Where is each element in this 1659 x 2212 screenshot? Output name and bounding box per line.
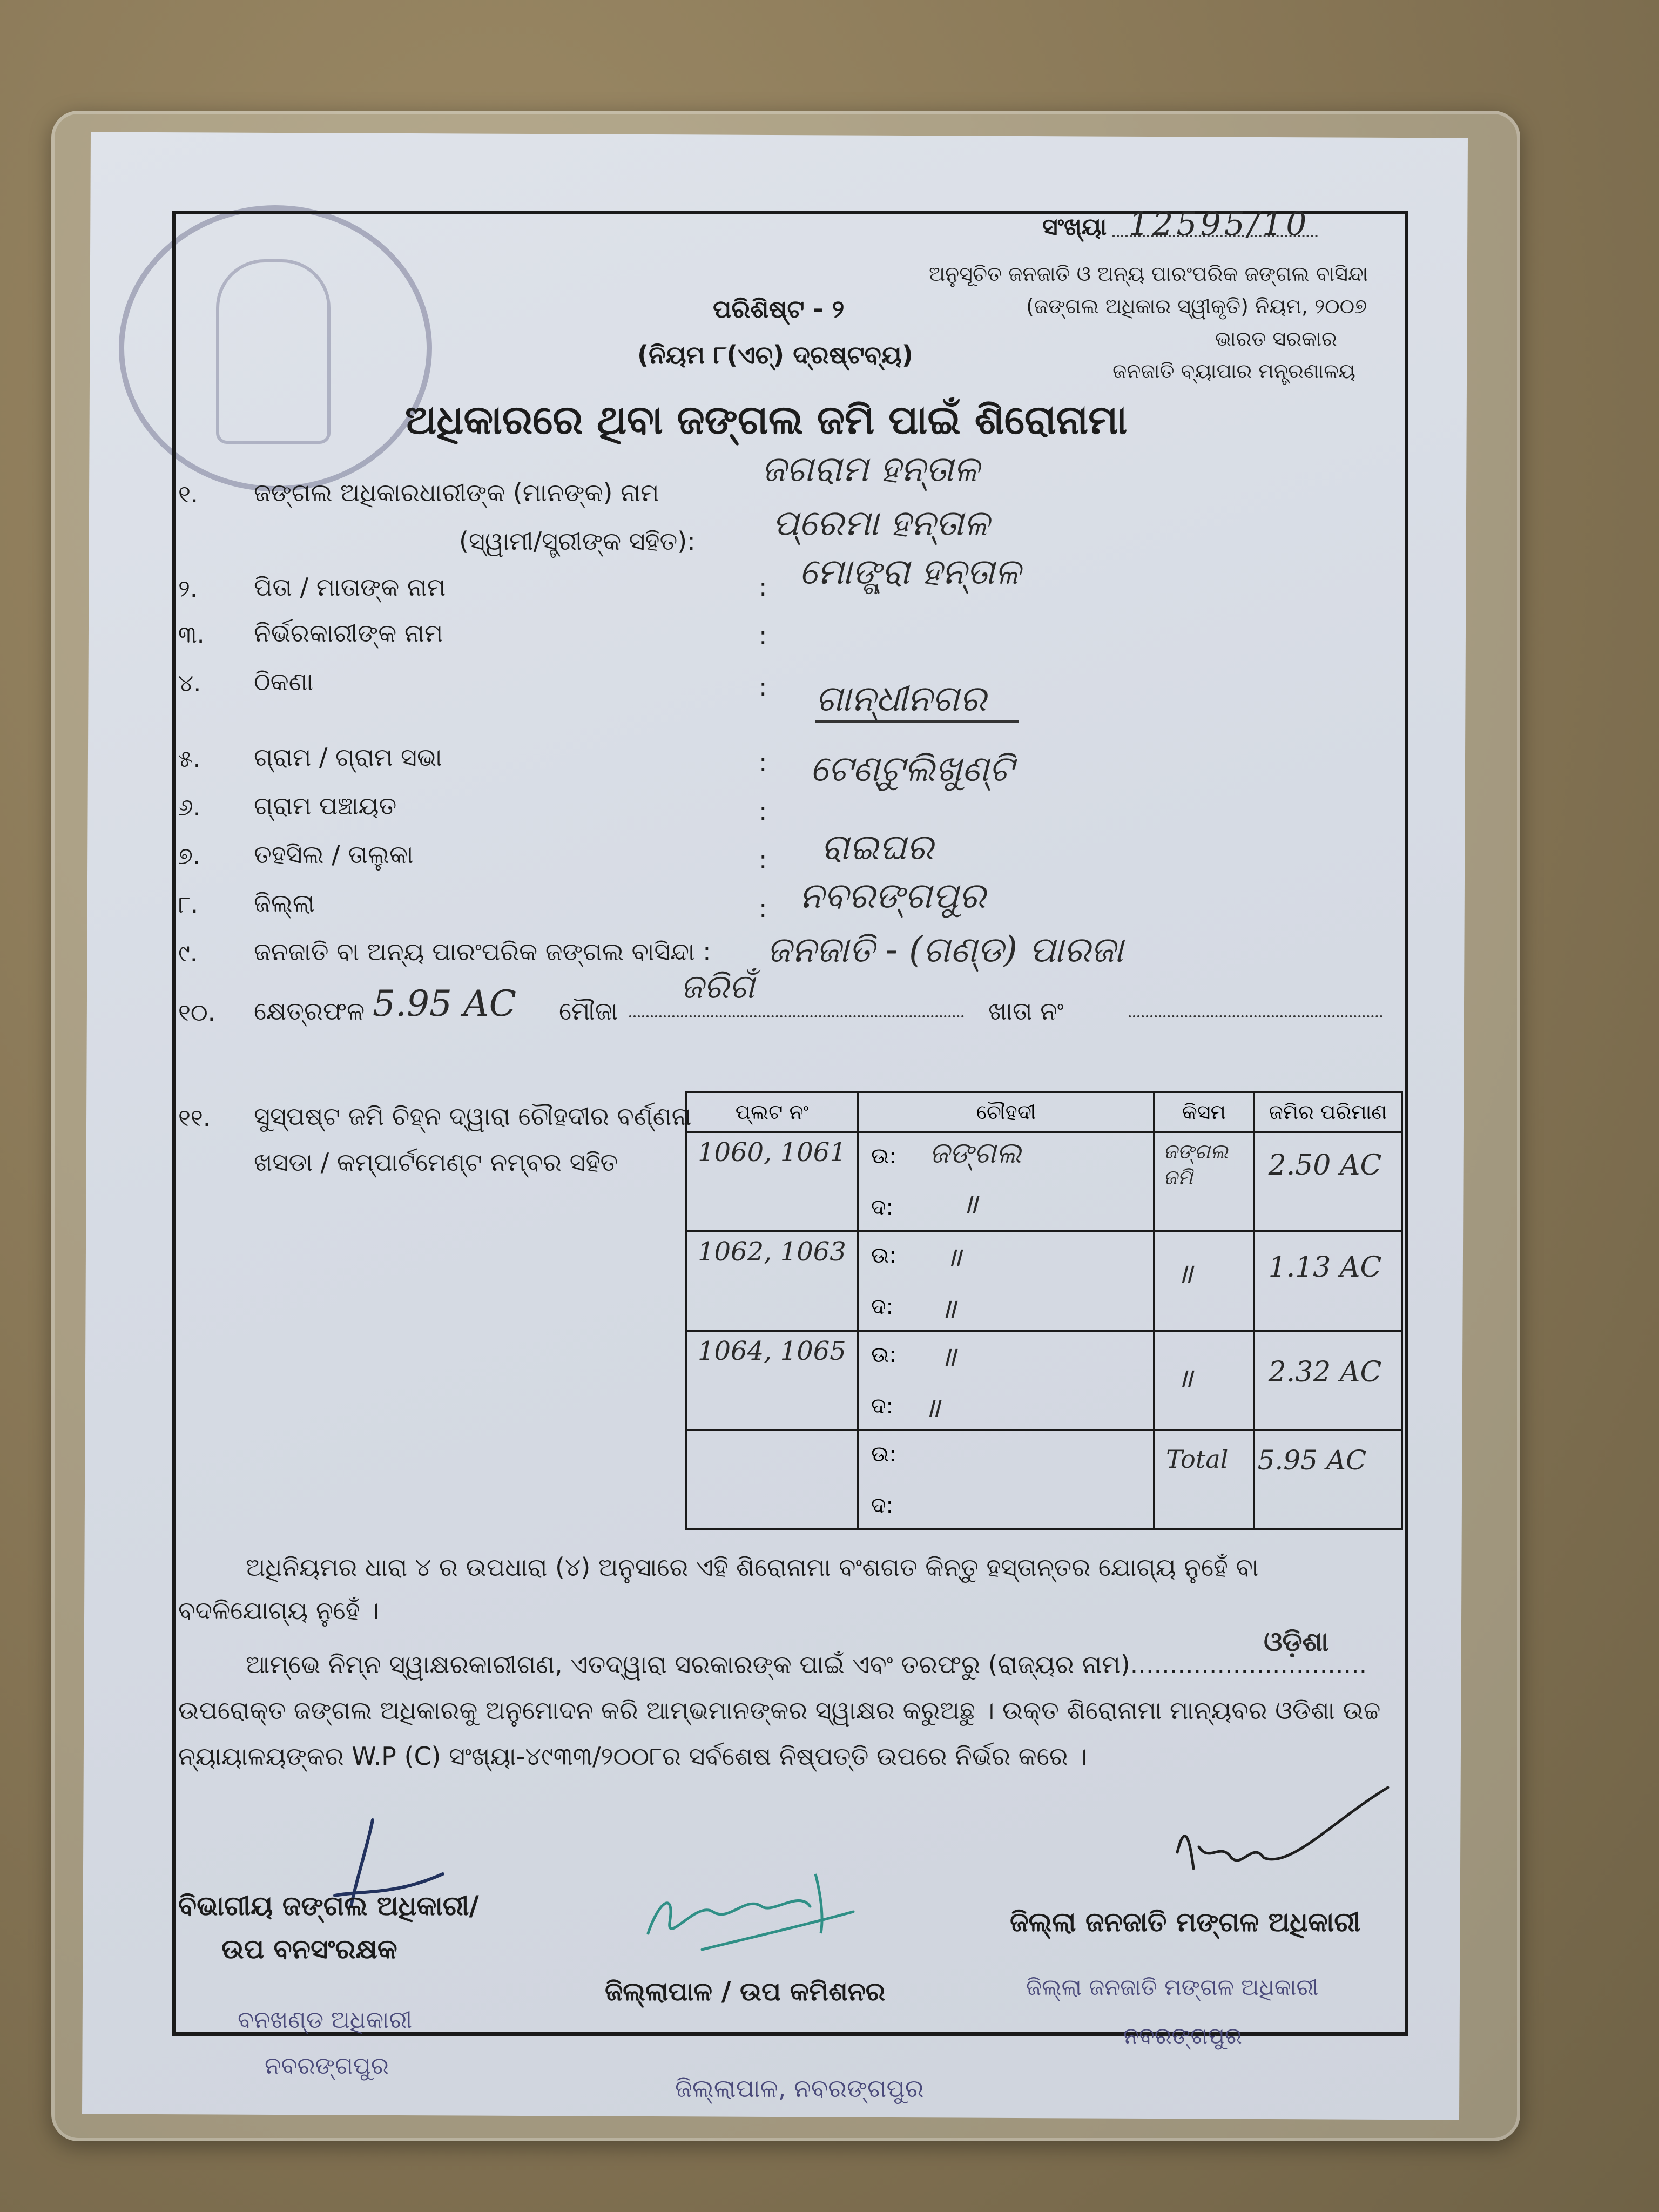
field-8-label: ଜିଲ୍ଲା (254, 888, 315, 918)
area-value: 2.32 AC (1268, 1356, 1382, 1388)
para2-line-1: ଆମ୍ଭେ ନିମ୍ନ ସ୍ୱାକ୍ଷରକାରୀଗଣ, ଏତଦ୍ୱାରା ସରକାରଙ୍କ ପାଇଁ ଏବଂ ତରଫରୁ (ରାଜ୍ୟର ନାମ).............................. (246, 1650, 1367, 1679)
field-4-number: ୪. (178, 670, 201, 697)
rule-label: (ନିୟମ ୮(ଏଚ୍) ଦ୍ରଷ୍ଟବ୍ୟ) (637, 340, 913, 369)
dfo-title-line-1: ବିଭାଗୀୟ ଜଙ୍ଗଲ ଅଧିକାରୀ/ (178, 1890, 479, 1921)
plot-number: 1062, 1063 (698, 1237, 846, 1267)
field-5-colon: : (759, 748, 767, 777)
plot-number: 1064, 1065 (698, 1336, 846, 1366)
collector-stamp: ଜିଲ୍ଲାପାଳ, ନବରଙ୍ଗପୁର (675, 2074, 924, 2103)
collector-title: ଜିଲ୍ଲାପାଳ / ଉପ କମିଶନର (605, 1977, 886, 2007)
field-3-number: ୩. (178, 621, 205, 649)
dwo-signature (1172, 1777, 1399, 1896)
south-label: ଦ: (871, 1394, 893, 1419)
kisam-value: ॥ (1177, 1363, 1193, 1394)
field-1-label: ଜଙ୍ଗଲ ଅଧିକାରଧାରୀଙ୍କ (ମାନଙ୍କ) ନାମ (254, 478, 659, 507)
khata-dotted-line (1129, 1015, 1382, 1017)
field-4-colon: : (759, 672, 767, 702)
boundary-table (685, 1091, 1403, 1530)
state-name: ଓଡ଼ିଶା (1264, 1626, 1329, 1657)
field-10-area-value: 5.95 AC (373, 983, 517, 1024)
dwo-stamp-line-2: ନବରଙ୍ଗପୁର (1123, 2022, 1242, 2049)
table-header-row (686, 1092, 1402, 1132)
table-row (686, 1132, 1402, 1231)
serial-dotted-line (1112, 235, 1318, 237)
field-5-label: ଗ୍ରାମ / ଗ୍ରାମ ସଭା (254, 743, 442, 772)
dfo-stamp-line-1: ବନଖଣ୍ଡ ଅଧିକାରୀ (238, 2006, 413, 2034)
header-right-line-4: ଜନଜାତି ବ୍ୟାପାର ମନ୍ତ୍ରଣାଳୟ (1112, 359, 1356, 383)
area-value: 2.50 AC (1268, 1149, 1382, 1182)
north-boundary: ॥ (940, 1341, 956, 1372)
header-plot-no: ପ୍ଲଟ ନଂ (686, 1092, 858, 1132)
field-10-mouza-value: ଜରିଗଁ (680, 967, 755, 1006)
south-label: ଦ: (871, 1493, 893, 1518)
north-boundary: ॥ (945, 1242, 962, 1273)
south-label: ଦ: (871, 1195, 893, 1220)
area-value: 1.13 AC (1268, 1251, 1382, 1284)
total-label: Total (1166, 1445, 1229, 1474)
dwo-title: ଜିଲ୍ଲା ଜନଜାତି ମଙ୍ଗଳ ଅଧିକାରୀ (1010, 1906, 1361, 1938)
field-1-number: ୧. (178, 481, 198, 508)
dwo-stamp-line-1: ଜିଲ୍ଲା ଜନଜାତି ମଙ୍ଗଳ ଅଧିକାରୀ (1026, 1974, 1319, 2000)
mouza-dotted-line (629, 1015, 964, 1017)
header-boundary: ଚୌହଦୀ (858, 1092, 1154, 1132)
north-boundary: ଜଙ୍ଗଲ (929, 1136, 1022, 1170)
dfo-stamp-line-2: ନବରଙ୍ଗପୁର (265, 2052, 389, 2080)
field-6-label: ଗ୍ରାମ ପଞ୍ଚାୟତ (254, 791, 397, 820)
north-label: ଉ: (871, 1442, 896, 1467)
field-10-mouza-label: ମୌଜା (559, 996, 618, 1026)
dfo-title-line-2: ଉପ ବନସଂରକ୍ଷକ (221, 1933, 397, 1965)
field-9-value: ଜନଜାତି - (ଗଣ୍ଡ) ପାରଜା (767, 929, 1124, 970)
field-3-colon: : (759, 621, 767, 650)
para2-line-2: ଉପରୋକ୍ତ ଜଙ୍ଗଲ ଅଧିକାରକୁ ଅନୁମୋଦନ କରି ଆମ୍ଭମାନଙ୍କର ସ୍ୱାକ୍ଷର କରୁଅଛୁ । ଉକ୍ତ ଶିରୋନାମା ମାନ୍ୟବର ଓଡିଶା ଉଚ୍ଚ (178, 1696, 1381, 1725)
header-right-line-2: (ଜଙ୍ଗଲ ଅଧିକାର ସ୍ୱୀକୃତି) ନିୟମ, ୨୦୦୭ (1026, 294, 1367, 318)
field-10-number: ୧୦. (178, 999, 215, 1027)
header-kisam: କିସମ (1154, 1092, 1254, 1132)
table-row-total (686, 1430, 1402, 1529)
field-9-number: ୯. (178, 940, 198, 967)
field-2-value: ମୋଙ୍ଗ୍ରା ହନ୍ତାଳ (799, 551, 1021, 592)
field-7-value: ରାଇଘର (821, 826, 934, 868)
field-6-colon: : (759, 797, 767, 826)
field-8-number: ୮. (178, 891, 198, 919)
field-5-number: ୫. (178, 745, 201, 773)
south-label: ଦ: (871, 1294, 893, 1319)
header-right-line-1: ଅନୁସୂଚିତ ଜନଜାତି ଓ ଅନ୍ୟ ପାରଂପରିକ ଜଙ୍ଗଲ ବାସିନ୍ଦା (929, 262, 1368, 286)
field-7-number: ୭. (178, 842, 200, 870)
table-row (686, 1231, 1402, 1331)
kisam-value: ॥ (1177, 1258, 1193, 1289)
field-6-number: ୬. (178, 794, 201, 821)
field-2-label: ପିତା / ମାତାଙ୍କ ନାମ (254, 572, 446, 602)
south-boundary: ॥ (940, 1293, 956, 1324)
serial-number: 12595/10 (1129, 205, 1310, 243)
field-10-area-label: କ୍ଷେତ୍ରଫଳ (254, 996, 365, 1026)
south-boundary: ॥ (961, 1188, 978, 1219)
field-11-line-1: ସୁସ୍ପଷ୍ଟ ଜମି ଚିହ୍ନ ଦ୍ୱାରା ଚୌହଦୀର ବର୍ଣ୍ଣନା (254, 1102, 692, 1131)
field-1b-label: (ସ୍ୱାମୀ/ସ୍ତ୍ରୀଙ୍କ ସହିତ): (459, 527, 696, 556)
field-3-label: ନିର୍ଭରକାରୀଙ୍କ ନାମ (254, 618, 443, 648)
field-10-khata-label: ଖାତା ନଂ (988, 996, 1064, 1026)
field-2-number: ୨. (178, 575, 198, 603)
collector-signature (637, 1869, 864, 1966)
para1-line-1: ଅଧିନିୟମର ଧାରା ୪ ର ଉପଧାରା (୪) ଅନୁସାରେ ଏହି ଶିରୋନାମା ବଂଶଗତ କିନ୍ତୁ ହସ୍ତାନ୍ତର ଯୋଗ୍ୟ ନୁହେଁ ବା (246, 1553, 1259, 1582)
field-5-value: ଟେଣ୍ଟୁଲିଖୁଣ୍ଟି (810, 748, 1014, 790)
plot-number: 1060, 1061 (698, 1137, 846, 1168)
field-8-colon: : (759, 894, 767, 923)
total-area-value: 5.95 AC (1257, 1445, 1367, 1476)
header-land-area: ଜମିର ପରିମାଣ (1254, 1092, 1402, 1132)
para1-line-2: ବଦଳିଯୋଗ୍ୟ ନୁହେଁ । (178, 1596, 379, 1625)
field-7-colon: : (759, 845, 767, 874)
field-8-value: ନବରଙ୍ଗପୁର (799, 875, 986, 916)
kisam-value: ଜଙ୍ଗଲ ଜମି (1163, 1139, 1229, 1189)
field-4-value: ଗାନ୍ଧୀନଗର (815, 678, 1019, 723)
north-label: ଉ: (871, 1144, 896, 1169)
field-11-number: ୧୧. (178, 1104, 211, 1132)
empty-plot-cell (687, 1431, 857, 1528)
field-2-colon: : (759, 572, 767, 602)
field-7-label: ତହସିଲ / ତାଲୁକା (254, 840, 414, 869)
serial-label: ସଂଖ୍ୟା (1042, 213, 1107, 241)
north-label: ଉ: (871, 1343, 896, 1367)
annex-label: ପରିଶିଷ୍ଟ - ୨ (713, 294, 845, 323)
document-title: ଅଧିକାରରେ ଥିବା ଜଙ୍ଗଲ ଜମି ପାଇଁ ଶିରୋନାମା (405, 397, 1128, 443)
field-1-value: ଜଗରାମ ହନ୍ତାଳ (761, 448, 980, 490)
south-boundary: ॥ (923, 1392, 940, 1424)
header-right-line-3: ଭାରତ ସରକାର (1215, 327, 1337, 350)
table-row (686, 1331, 1402, 1430)
north-label: ଉ: (871, 1243, 896, 1268)
para2-line-3: ନ୍ୟାୟାଳୟଙ୍କର W.P (C) ସଂଖ୍ୟା-୪୯୩୩/୨୦୦୮ର ସର୍ବଶେଷ ନିଷ୍ପତ୍ତି ଉପରେ ନିର୍ଭର କରେ । (178, 1742, 1087, 1771)
field-1b-value: ପ୍ରେମା ହନ୍ତାଳ (772, 502, 989, 544)
field-9-label: ଜନଜାତି ବା ଅନ୍ୟ ପାରଂପରିକ ଜଙ୍ଗଲ ବାସିନ୍ଦା : (254, 937, 711, 966)
field-4-label: ଠିକଣା (254, 667, 313, 696)
field-11-line-2: ଖସଡା / କମ୍ପାର୍ଟମେଣ୍ଟ ନମ୍ବର ସହିତ (254, 1148, 618, 1177)
